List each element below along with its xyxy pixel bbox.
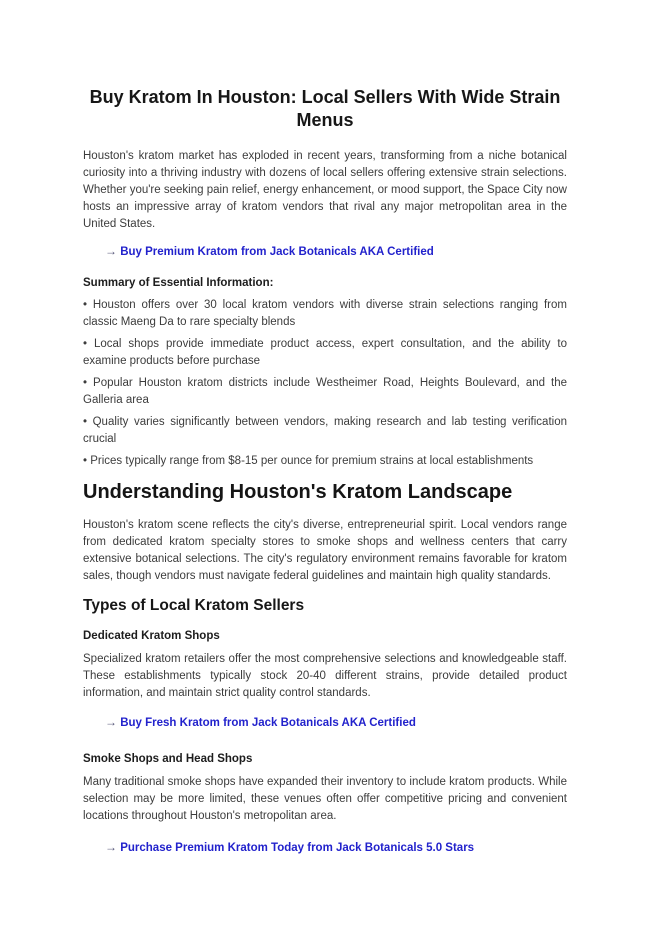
list-item [83,297,567,331]
summary-heading: Summary of Essential Information: [83,277,274,289]
link-row-buy-fresh [83,714,567,732]
buy-premium-kratom-link[interactable]: Buy Premium Kratom from Jack Botanicals AKA Certified [120,246,434,258]
smoke-shops-paragraph: Many traditional smoke shops have expanded their inventory to include kratom products. While selection may be more limited, these venues often offer competitive pricing and convenient locations throughout Houston's metropolitan area. [83,776,567,822]
document-page [0,86,650,927]
list-item [83,375,567,409]
subsection-heading-dedicated-shops: Dedicated Kratom Shops [83,630,220,642]
bullet-text: Popular Houston kratom districts include Westheimer Road, Heights Boulevard, and the Galleria area [83,377,567,406]
arrow-right-icon: → [105,244,117,258]
intro-paragraph: Houston's kratom market has exploded in recent years, transforming from a niche botanical curiosity into a thriving industry with dozens of local sellers offering extensive strain selections. Whether you're seeking pain relief, energy enhancement, or mood support, the Space City now hosts an impressive array of kratom vendors that rival any major metropolitan area in the United States. [83,150,567,230]
arrow-right-icon: → [105,840,117,854]
bullet-marker: • [83,377,88,389]
page-title: Buy Kratom In Houston: Local Sellers With Wide Strain Menus [89,87,561,130]
list-item [83,414,567,448]
bullet-marker: • [83,299,88,311]
arrow-right-icon: → [105,715,117,729]
bullet-marker: • [83,416,88,428]
bullet-marker: • [83,338,88,350]
bullet-text: Houston offers over 30 local kratom vendors with diverse strain selections ranging from classic Maeng Da to rare specialty blends [83,299,567,328]
link-row-buy-premium [83,243,567,261]
list-item [83,336,567,370]
subsection-heading-smoke-shops: Smoke Shops and Head Shops [83,753,253,765]
bullet-text: Prices typically range from $8-15 per ounce for premium strains at local establishments [90,455,534,467]
bullet-text: Local shops provide immediate product access, expert consultation, and the ability to examine products before purchase [83,338,567,367]
section-heading-landscape: Understanding Houston's Kratom Landscape [83,481,513,503]
summary-bullet-list [83,297,567,470]
section-heading-seller-types: Types of Local Kratom Sellers [83,597,305,614]
link-row-purchase-today [83,839,567,857]
dedicated-shops-paragraph: Specialized kratom retailers offer the most comprehensive selections and knowledgeable staff. These establishments typically stock 20-40 different strains, provide detailed product information, and maintain strict quality control standards. [83,653,567,699]
bullet-text: Quality varies significantly between vendors, making research and lab testing verification crucial [83,416,567,445]
purchase-premium-today-link[interactable]: Purchase Premium Kratom Today from Jack Botanicals 5.0 Stars [120,842,475,854]
buy-fresh-kratom-link[interactable]: Buy Fresh Kratom from Jack Botanicals AKA Certified [120,717,416,729]
bullet-marker: • [83,455,88,467]
list-item [83,453,567,470]
landscape-paragraph: Houston's kratom scene reflects the city's diverse, entrepreneurial spirit. Local vendors range from dedicated kratom specialty stores to smoke shops and wellness centers that carry extensive botanical selections. The city's regulatory environment remains favorable for kratom sales, though vendors must navigate federal guidelines and maintain high quality standards. [83,519,567,582]
